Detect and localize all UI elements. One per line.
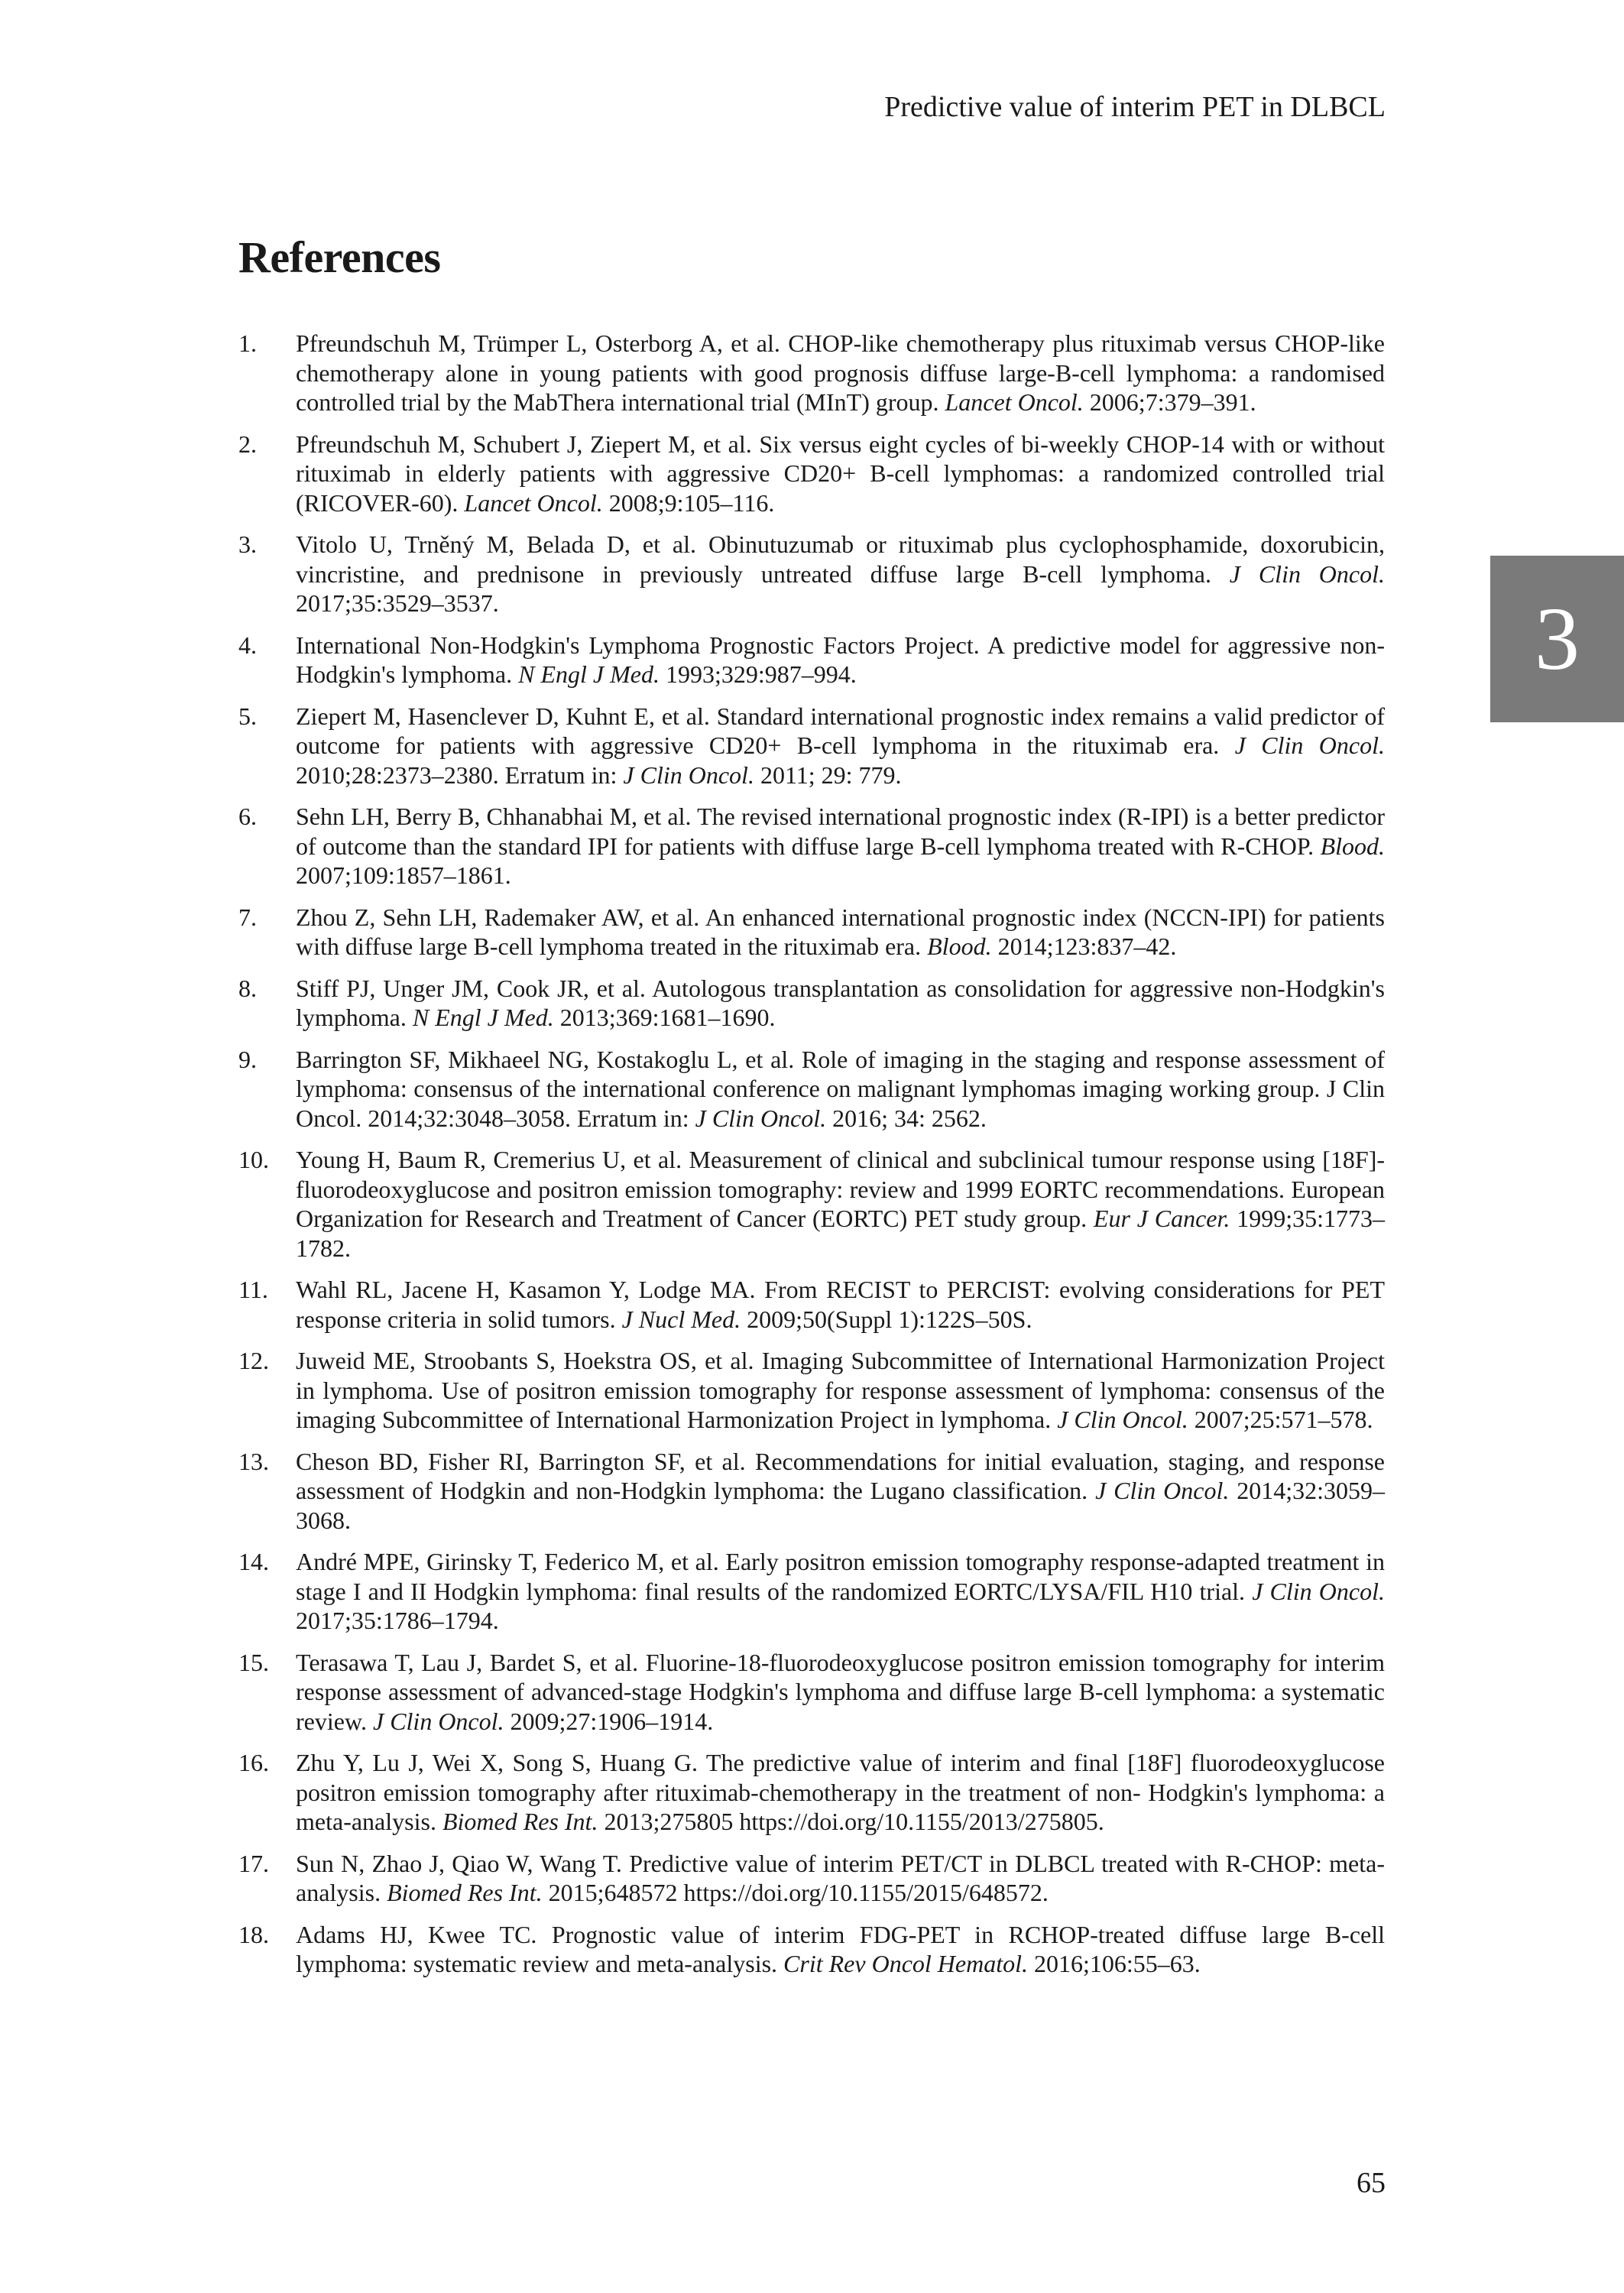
reference-number: 14. [238,1548,269,1575]
reference-text: Adams HJ, Kwee TC. Prognostic value of interim FDG-PET in RCHOP-treated diffuse large B-cell lymphoma: systematic review and meta-analysis. [296,1920,1385,1977]
reference-number: 10. [238,1146,269,1173]
reference-citation: 1999;35:1773–1782. [296,1205,1386,1262]
reference-journal: Biomed Res Int. [387,1879,543,1906]
reference-journal: Biomed Res Int. [442,1808,598,1835]
reference-item [238,1045,1385,1134]
reference-number: 2. [238,430,257,458]
reference-journal: J Nucl Med. [621,1305,741,1333]
reference-text: Sun N, Zhao J, Qiao W, Wang T. Predictive value of interim PET/CT in DLBCL treated with R-CHOP: meta-analysis. [296,1849,1385,1906]
reference-number: 12. [238,1347,269,1374]
reference-item [238,1447,1385,1536]
reference-number: 16. [238,1749,269,1776]
reference-item [238,1849,1385,1908]
reference-number: 13. [238,1447,269,1475]
reference-journal: J Clin Oncol. [695,1104,827,1132]
reference-journal: Eur J Cancer. [1093,1205,1230,1232]
reference-citation: 2017;35:1786–1794. [296,1607,499,1634]
reference-journal: J Clin Oncol. [372,1707,504,1735]
reference-number: 5. [238,702,257,730]
reference-text: Zhu Y, Lu J, Wei X, Song S, Huang G. The predictive value of interim and final [18F] fluorodeoxyglucose positron emission tomography after rituximab-chemotherapy in the treatment of non- Hodgkin's lymphoma: a meta-analysis. [296,1749,1385,1835]
reference-citation: 2014;32:3059–3068. [296,1477,1386,1534]
reference-journal: J Clin Oncol. [1057,1406,1188,1433]
reference-citation: 2013;275805 https://doi.org/10.1155/2013/275805. [598,1808,1104,1835]
reference-number: 9. [238,1045,257,1073]
reference-journal: N Engl J Med. [518,660,660,688]
reference-citation: 2015;648572 https://doi.org/10.1155/2015/648572. [542,1879,1049,1906]
reference-number: 3. [238,530,257,558]
reference-text: Wahl RL, Jacene H, Kasamon Y, Lodge MA. From RECIST to PERCIST: evolving considerations for PET response criteria in solid tumors. [296,1276,1385,1333]
chapter-tab: 3 [1490,556,1624,722]
reference-journal: J Clin Oncol. [1234,731,1386,759]
reference-text: Cheson BD, Fisher RI, Barrington SF, et al. Recommendations for initial evaluation, staging, and response assessment of Hodgkin and non-Hodgkin lymphoma: the Lugano classification. [296,1447,1385,1504]
reference-journal: J Clin Oncol. [623,761,754,789]
reference-text: Ziepert M, Hasenclever D, Kuhnt E, et al. Standard international prognostic index remains a valid predictor of outcome for patients with aggressive CD20+ B-cell lymphoma in the rituximab era. [296,702,1385,759]
reference-citation: 2013;369:1681–1690. [553,1004,776,1031]
reference-number: 6. [238,803,257,830]
reference-text: Terasawa T, Lau J, Bardet S, et al. Fluorine-18-fluorodeoxyglucose positron emission tomography for interim response assessment of advanced-stage Hodgkin's lymphoma and diffuse large B-cell lymphoma: a systematic review. [296,1648,1385,1735]
reference-text: Stiff PJ, Unger JM, Cook JR, et al. Autologous transplantation as consolidation for aggressive non-Hodgkin's lymphoma. [296,974,1385,1031]
reference-journal: Blood. [1320,832,1385,860]
reference-journal: J Clin Oncol. [1095,1477,1230,1504]
reference-citation: 2016; 34: 2562. [826,1104,987,1132]
reference-text: André MPE, Girinsky T, Federico M, et al. Early positron emission tomography response-adapted treatment in stage I and II Hodgkin lymphoma: final results of the randomized EORTC/LYSA/FIL H10 trial. [296,1548,1385,1605]
reference-citation: 2009;27:1906–1914. [504,1707,714,1735]
reference-journal: Blood. [927,932,992,960]
reference-text: Barrington SF, Mikhaeel NG, Kostakoglu L, et al. Role of imaging in the staging and response assessment of lymphoma: consensus of the international conference on malignant lymphomas imaging working group. J Clin Oncol. 2014;32:3048–3058. Erratum in: [296,1045,1385,1132]
reference-item [238,1920,1385,1979]
reference-text: International Non-Hodgkin's Lymphoma Prognostic Factors Project. A predictive model for aggressive non-Hodgkin's lymphoma. [296,631,1385,688]
reference-citation: 2007;25:571–578. [1188,1406,1373,1433]
reference-number: 4. [238,631,257,659]
reference-citation: 2011; 29: 779. [754,761,902,789]
reference-number: 7. [238,903,257,931]
reference-item [238,1275,1385,1334]
reference-journal: Lancet Oncol. [464,488,603,517]
reference-item [238,1547,1385,1636]
reference-citation: 2016;106:55–63. [1027,1950,1201,1977]
reference-citation: 2006;7:379–391. [1083,388,1256,416]
reference-item [238,702,1385,790]
reference-text: Pfreundschuh M, Schubert J, Ziepert M, et al. Six versus eight cycles of bi-weekly CHOP-14 with or without rituximab in elderly patients with aggressive CD20+ B-cell lymphomas: a randomized controlled trial (RICOVER-60). [296,430,1385,517]
reference-item [238,530,1385,618]
reference-number: 15. [238,1648,269,1676]
reference-number: 11. [238,1276,268,1303]
reference-journal: J Clin Oncol. [1229,559,1385,588]
reference-item [238,1648,1385,1737]
reference-list [238,329,1385,1991]
reference-number: 1. [238,329,257,357]
reference-citation: 2009;50(Suppl 1):122S–50S. [741,1305,1032,1333]
reference-journal: N Engl J Med. [412,1004,554,1031]
page-number: 65 [1357,2167,1386,2199]
reference-text: Young H, Baum R, Cremerius U, et al. Measurement of clinical and subclinical tumour response using [18F]-fluorodeoxyglucose and positron emission tomography: review and 1999 EORTC recommendations. European Organization for Research and Treatment of Cancer (EORTC) PET study group. [296,1146,1385,1232]
reference-item [238,1748,1385,1837]
reference-citation: 2008;9:105–116. [602,488,775,517]
reference-journal: Lancet Oncol. [945,388,1084,416]
reference-item [238,329,1385,417]
reference-journal: J Clin Oncol. [1252,1577,1386,1605]
reference-text: Vitolo U, Trněný M, Belada D, et al. Obinutuzumab or rituximab plus cyclophosphamide, doxorubicin, vincristine, and prednisone in previously untreated diffuse large B-cell lymphoma. [296,530,1385,588]
reference-item [238,903,1385,962]
reference-citation: 2010;28:2373–2380. Erratum in: [296,761,624,789]
reference-citation: 2017;35:3529–3537. [296,589,499,617]
reference-text: Zhou Z, Sehn LH, Rademaker AW, et al. An enhanced international prognostic index (NCCN-IPI) for patients with diffuse large B-cell lymphoma treated in the rituximab era. [296,903,1385,960]
reference-citation: 1993;329:987–994. [659,660,857,688]
reference-text: Pfreundschuh M, Trümper L, Osterborg A, et al. CHOP-like chemotherapy plus rituximab versus CHOP-like chemotherapy alone in young patients with good prognosis diffuse large-B-cell lymphoma: a randomised controlled trial by the MabThera international trial (MInT) group. [296,329,1385,416]
reference-citation: 2007;109:1857–1861. [296,861,511,889]
page-title: References [238,232,441,282]
running-header: Predictive value of interim PET in DLBCL [884,91,1386,123]
reference-item [238,974,1385,1033]
reference-citation: 2014;123:837–42. [991,932,1177,960]
reference-journal: Crit Rev Oncol Hematol. [783,1950,1028,1977]
reference-item [238,430,1385,518]
reference-item [238,1346,1385,1435]
reference-item [238,631,1385,689]
reference-text: Sehn LH, Berry B, Chhanabhai M, et al. The revised international prognostic index (R-IPI) is a better predictor of outcome than the standard IPI for patients with diffuse large B-cell lymphoma treated with R-CHOP. [296,803,1385,860]
reference-number: 18. [238,1920,269,1948]
reference-text: Juweid ME, Stroobants S, Hoekstra OS, et al. Imaging Subcommittee of International Harmonization Project in lymphoma. Use of positron emission tomography for response assessment of lymphoma: consensus of the imaging Subcommittee of International Harmonization Project in lymphoma. [296,1347,1385,1433]
reference-number: 17. [238,1849,269,1877]
reference-number: 8. [238,974,257,1002]
reference-item [238,802,1385,890]
reference-item [238,1145,1385,1263]
